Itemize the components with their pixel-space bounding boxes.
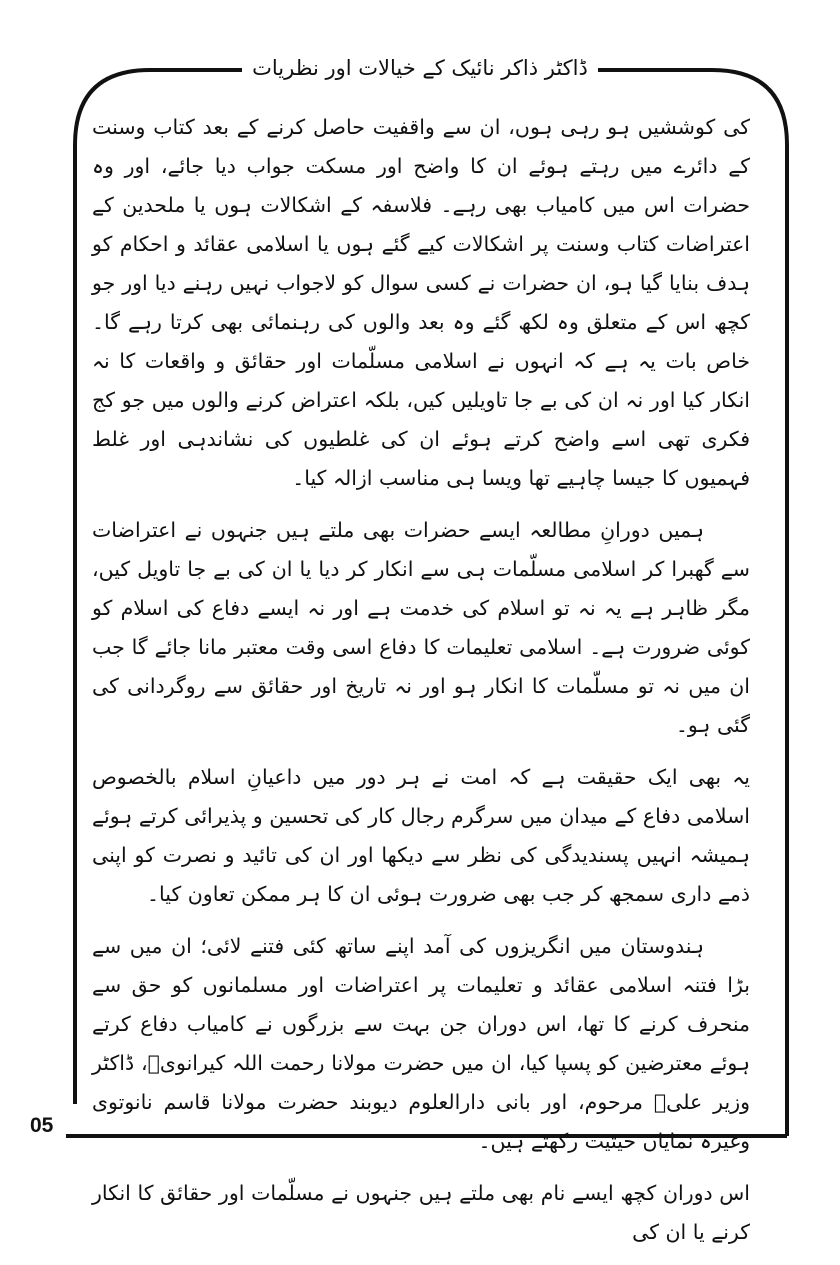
paragraph-3: یہ بھی ایک حقیقت ہے کہ امت نے ہر دور میں داعیانِ اسلام بالخصوص اسلامی دفاع کے میدان میں سرگرم رجال کار کی تحسین و پذیرائی کرتے ہوئے ہمیشہ انہیں پسندیدگی کی نظر سے دیکھا اور ان کی تائید و نصرت کو اپنی ذمے داری سمجھ کر جب بھی ضرورت ہوئی ان کا ہر ممکن تعاون کیا۔ xyxy=(92,765,750,906)
paragraph-5: اس دوران کچھ ایسے نام بھی ملتے ہیں جنہوں نے مسلّمات اور حقائق کا انکار کرنے یا ان کی xyxy=(92,1181,750,1244)
paragraph-1: کی کوششیں ہو رہی ہوں، ان سے واقفیت حاصل کرنے کے بعد کتاب وسنت کے دائرے میں رہتے ہوئے ان کا واضح اور مسکت جواب دیا جائے، اور وہ حضرات اس میں کامیاب بھی رہے۔ فلاسفہ کے اشکالات ہوں یا ملحدین کے اعتراضات کتاب وسنت پر اشکالات کیے گئے ہوں یا اسلامی عقائد و احکام کو ہدف بنایا گیا ہو، ان حضرات نے کسی سوال کو لاجواب نہیں رہنے دیا اور جو کچھ اس کے متعلق وہ لکھ گئے وہ بعد والوں کی رہنمائی بھی کرتا رہے گا۔ خاص بات یہ ہے کہ انہوں نے اسلامی مسلّمات اور حقائق و واقعات کا نہ انکار کیا اور نہ ان کی بے جا تاویلیں کیں، بلکہ اعتراض کرنے والوں میں جو کج فکری تھی اسے واضح کرتے ہوئے ان کی غلطیوں کی نشاندہی اور غلط فہمیوں کا جیسا چاہیے تھا ویسا ہی مناسب ازالہ کیا۔ xyxy=(92,115,750,490)
paragraph-2: ہمیں دورانِ مطالعہ ایسے حضرات بھی ملتے ہیں جنہوں نے اعتراضات سے گھبرا کر اسلامی مسلّمات ہی سے انکار کر دیا یا ان کی بے جا تاویل کیں، مگر ظاہر ہے یہ نہ تو اسلام کی خدمت ہے اور نہ ایسے دفاع کی اسلام کو کوئی ضرورت ہے۔ اسلامی تعلیمات کا دفاع اسی وقت معتبر مانا جائے گا جب ان میں نہ تو مسلّمات کا انکار ہو اور نہ تاریخ اور حقائق سے روگردانی کی گئی ہو۔ xyxy=(92,518,750,737)
page-number: 05 xyxy=(30,1114,54,1137)
paragraph-4: ہندوستان میں انگریزوں کی آمد اپنے ساتھ کئی فتنے لائی؛ ان میں سے بڑا فتنہ اسلامی عقائد و تعلیمات پر اعتراضات اور مسلمانوں کو حق سے منحرف کرنے کا تھا، اس دوران جن بہت سے بزرگوں نے کامیاب دفاع کرتے ہوئے معترضین کو پسپا کیا، ان میں حضرت مولانا رحمت اللہ کیرانویؒ، ڈاکٹر وزیر علیؒ مرحوم، اور بانی دارالعلوم دیوبند حضرت مولانا قاسم نانوتوی وغیرہ نمایاں حیثیت رکھتے ہیں۔ xyxy=(92,934,750,1153)
header-title-text: ڈاکٹر ذاکر نائیک کے خیالات اور نظریات xyxy=(242,56,598,80)
header-title xyxy=(0,48,840,88)
body-text xyxy=(92,108,750,1265)
